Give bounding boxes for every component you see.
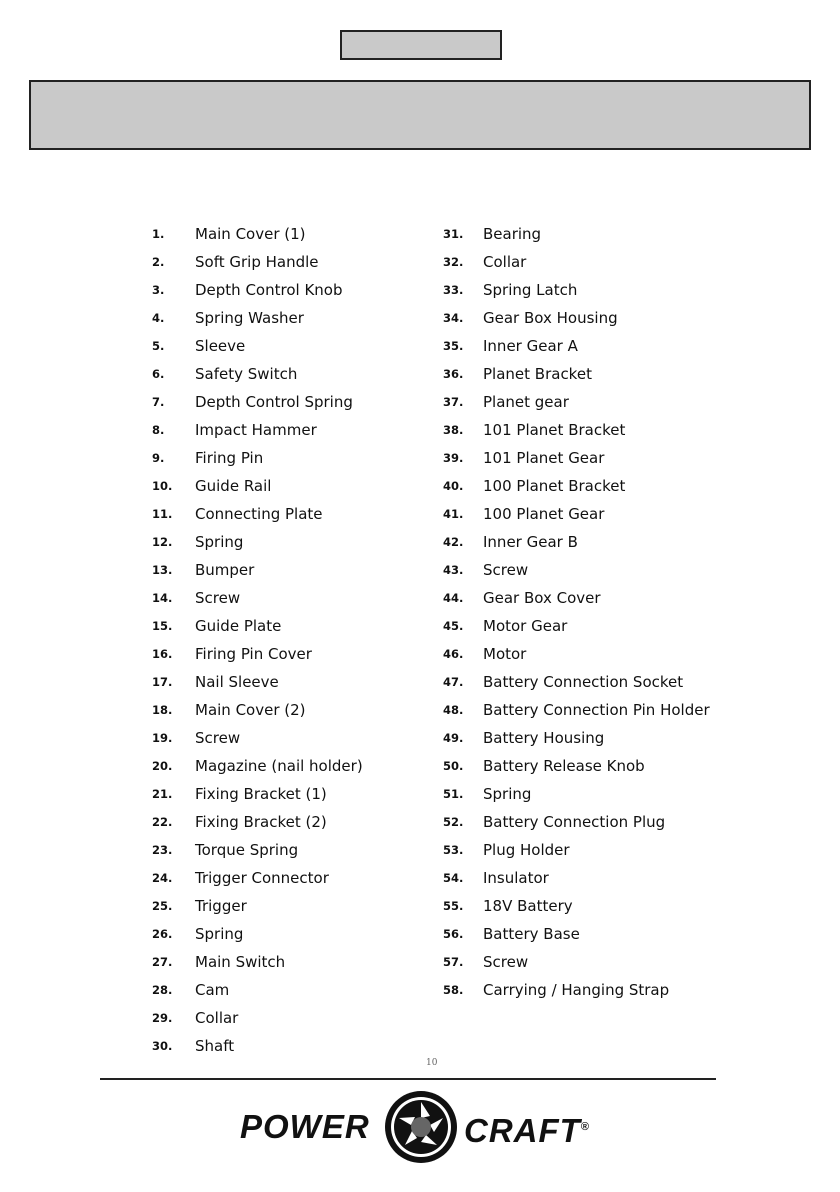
part-list-item [152, 808, 422, 836]
part-list-item [152, 500, 422, 528]
part-label: Screw [483, 561, 529, 579]
part-number: 48. [443, 703, 464, 717]
part-number: 6. [152, 367, 165, 381]
part-number: 38. [443, 423, 464, 437]
part-list-item [443, 248, 713, 276]
page-number: 10 [426, 1058, 438, 1068]
part-label: Carrying / Hanging Strap [483, 981, 670, 999]
logo-text-power: POWER [240, 1108, 370, 1145]
part-list-item [152, 444, 422, 472]
part-list-item [443, 416, 713, 444]
part-label: Main Cover (2) [195, 701, 306, 719]
part-list-item [443, 528, 713, 556]
part-number: 5. [152, 339, 165, 353]
part-list-item [152, 836, 422, 864]
part-list-item [152, 976, 422, 1004]
part-label: Motor [483, 645, 527, 663]
part-label: Main Switch [195, 953, 286, 971]
part-label: Bumper [195, 561, 255, 579]
part-list-item [443, 360, 713, 388]
part-label: Main Cover (1) [195, 225, 306, 243]
part-number: 44. [443, 591, 464, 605]
part-list-item [443, 808, 713, 836]
part-list-item [152, 948, 422, 976]
part-label: Impact Hammer [195, 421, 317, 439]
registered-mark: ® [580, 1121, 590, 1133]
part-label: Safety Switch [195, 365, 298, 383]
part-number: 31. [443, 227, 464, 241]
part-number: 25. [152, 899, 173, 913]
part-number: 26. [152, 927, 173, 941]
part-label: Battery Connection Pin Holder [483, 701, 710, 719]
part-label: Spring [195, 533, 244, 551]
part-label: Battery Release Knob [483, 757, 645, 775]
part-list-item [152, 332, 422, 360]
part-list-item [443, 556, 713, 584]
part-label: Magazine (nail holder) [195, 757, 363, 775]
part-list-item [443, 892, 713, 920]
part-label: 100 Planet Bracket [483, 477, 626, 495]
part-label: Battery Base [483, 925, 580, 943]
part-number: 49. [443, 731, 464, 745]
part-list-item [443, 780, 713, 808]
part-number: 19. [152, 731, 173, 745]
part-list-item [443, 668, 713, 696]
part-label: Screw [195, 589, 241, 607]
part-label: Depth Control Knob [195, 281, 343, 299]
part-number: 22. [152, 815, 173, 829]
part-number: 36. [443, 367, 464, 381]
part-list-item [152, 892, 422, 920]
part-label: Connecting Plate [195, 505, 323, 523]
part-list-item [152, 472, 422, 500]
part-number: 41. [443, 507, 464, 521]
part-label: Depth Control Spring [195, 393, 353, 411]
part-label: Plug Holder [483, 841, 570, 859]
part-number: 39. [443, 451, 464, 465]
part-list-item [443, 976, 713, 1004]
part-label: Nail Sleeve [195, 673, 279, 691]
part-number: 58. [443, 983, 464, 997]
part-label: Guide Plate [195, 617, 282, 635]
part-label: Fixing Bracket (2) [195, 813, 327, 831]
part-list-item [443, 752, 713, 780]
part-list-item [443, 332, 713, 360]
part-number: 54. [443, 871, 464, 885]
part-label: Motor Gear [483, 617, 568, 635]
part-list-item [443, 948, 713, 976]
part-number: 12. [152, 535, 173, 549]
part-label: Battery Housing [483, 729, 605, 747]
part-label: Spring Washer [195, 309, 304, 327]
part-list-item [443, 696, 713, 724]
part-number: 46. [443, 647, 464, 661]
part-label: Inner Gear A [483, 337, 578, 355]
part-list-item [443, 920, 713, 948]
part-list-item [152, 388, 422, 416]
part-label: Guide Rail [195, 477, 272, 495]
part-label: 18V Battery [483, 897, 573, 915]
aperture-logo-icon [382, 1088, 460, 1166]
part-list-item [443, 388, 713, 416]
part-number: 2. [152, 255, 165, 269]
part-label: Firing Pin Cover [195, 645, 312, 663]
part-label: Soft Grip Handle [195, 253, 319, 271]
part-label: Torque Spring [195, 841, 299, 859]
part-list-item [443, 584, 713, 612]
part-list-item [152, 668, 422, 696]
part-label: 100 Planet Gear [483, 505, 605, 523]
part-number: 17. [152, 675, 173, 689]
part-label: Battery Connection Plug [483, 813, 666, 831]
part-list-item [152, 276, 422, 304]
part-number: 16. [152, 647, 173, 661]
part-number: 55. [443, 899, 464, 913]
part-list-item [152, 724, 422, 752]
part-label: Spring [195, 925, 244, 943]
part-number: 23. [152, 843, 173, 857]
part-number: 24. [152, 871, 173, 885]
part-label: Collar [195, 1009, 239, 1027]
part-number: 52. [443, 815, 464, 829]
part-label: Gear Box Cover [483, 589, 601, 607]
part-list-item [443, 724, 713, 752]
header-label-box [340, 30, 502, 60]
part-label: Shaft [195, 1037, 235, 1055]
part-number: 35. [443, 339, 464, 353]
part-number: 10. [152, 479, 173, 493]
part-list-item [152, 248, 422, 276]
part-number: 11. [152, 507, 173, 521]
part-number: 32. [443, 255, 464, 269]
section-banner [29, 80, 811, 150]
logo-text-craft [464, 1108, 590, 1150]
part-number: 28. [152, 983, 173, 997]
part-label: Spring [483, 785, 532, 803]
part-label: Insulator [483, 869, 549, 887]
part-list-item [152, 640, 422, 668]
part-label: 101 Planet Gear [483, 449, 605, 467]
part-number: 57. [443, 955, 464, 969]
footer-divider [100, 1078, 716, 1080]
logo-text-craft-label: CRAFT [464, 1112, 581, 1149]
part-label: Spring Latch [483, 281, 578, 299]
part-list-item [443, 836, 713, 864]
part-label: Screw [195, 729, 241, 747]
part-list-item [152, 416, 422, 444]
part-list-item [443, 612, 713, 640]
part-number: 7. [152, 395, 165, 409]
part-number: 37. [443, 395, 464, 409]
part-label: Collar [483, 253, 527, 271]
part-list-item [443, 500, 713, 528]
part-number: 18. [152, 703, 173, 717]
part-list-item [443, 444, 713, 472]
part-number: 4. [152, 311, 165, 325]
part-list-item [152, 696, 422, 724]
part-number: 50. [443, 759, 464, 773]
part-number: 15. [152, 619, 173, 633]
part-label: Firing Pin [195, 449, 264, 467]
part-list-item [152, 752, 422, 780]
part-list-item [152, 556, 422, 584]
part-list-item [152, 864, 422, 892]
part-number: 56. [443, 927, 464, 941]
part-list-item [152, 920, 422, 948]
part-list-item [443, 276, 713, 304]
part-number: 21. [152, 787, 173, 801]
part-label: Sleeve [195, 337, 246, 355]
part-number: 3. [152, 283, 165, 297]
part-label: Gear Box Housing [483, 309, 618, 327]
part-number: 9. [152, 451, 165, 465]
part-label: Trigger Connector [195, 869, 329, 887]
part-number: 29. [152, 1011, 173, 1025]
part-list-item [443, 864, 713, 892]
part-list-item [152, 360, 422, 388]
part-list-item [152, 612, 422, 640]
part-label: Fixing Bracket (1) [195, 785, 327, 803]
part-label: Planet Bracket [483, 365, 592, 383]
part-number: 47. [443, 675, 464, 689]
part-number: 27. [152, 955, 173, 969]
part-label: Battery Connection Socket [483, 673, 684, 691]
part-number: 45. [443, 619, 464, 633]
part-label: Inner Gear B [483, 533, 578, 551]
part-number: 40. [443, 479, 464, 493]
part-number: 43. [443, 563, 464, 577]
part-number: 53. [443, 843, 464, 857]
part-number: 42. [443, 535, 464, 549]
part-number: 13. [152, 563, 173, 577]
part-label: Trigger [195, 897, 247, 915]
part-number: 51. [443, 787, 464, 801]
part-label: Planet gear [483, 393, 569, 411]
part-list-item [152, 304, 422, 332]
part-list-item [443, 304, 713, 332]
part-list-item [152, 528, 422, 556]
part-list-item [152, 780, 422, 808]
part-number: 30. [152, 1039, 173, 1053]
part-number: 20. [152, 759, 173, 773]
part-number: 14. [152, 591, 173, 605]
part-label: Bearing [483, 225, 542, 243]
part-list-item [443, 472, 713, 500]
part-list-item [443, 220, 713, 248]
part-list-item [443, 640, 713, 668]
part-list-item [152, 220, 422, 248]
part-list-item [152, 1032, 422, 1060]
part-list-item [152, 1004, 422, 1032]
part-number: 34. [443, 311, 464, 325]
part-label: Screw [483, 953, 529, 971]
part-label: 101 Planet Bracket [483, 421, 626, 439]
part-number: 1. [152, 227, 165, 241]
part-number: 8. [152, 423, 165, 437]
part-label: Cam [195, 981, 230, 999]
part-number: 33. [443, 283, 464, 297]
part-list-item [152, 584, 422, 612]
